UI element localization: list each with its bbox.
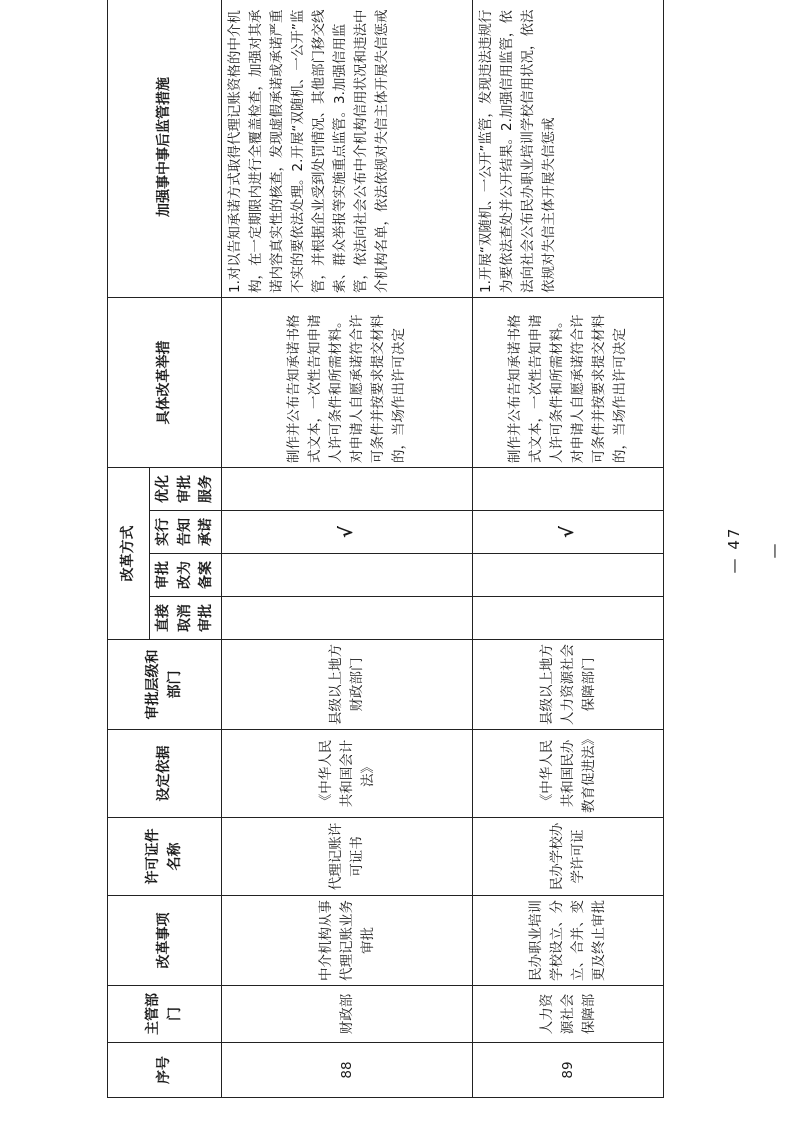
row-mode-filing xyxy=(473,554,664,597)
checkmark-icon: √ xyxy=(473,511,664,554)
row-mode-filing xyxy=(222,554,473,597)
row-mode-optimize xyxy=(222,468,473,511)
table-row xyxy=(473,0,664,1098)
row-item: 中介机构从事代理记账业务审批 xyxy=(222,896,473,986)
row-basis: 《中华人民共和国会计法》 xyxy=(222,730,473,818)
row-serial: 89 xyxy=(473,1043,664,1098)
row-mode-optimize xyxy=(473,468,664,511)
row-item: 民办职业培训学校设立、分立、合并、变更及终止审批 xyxy=(473,896,664,986)
reform-table xyxy=(107,0,664,1098)
header-serial: 序号 xyxy=(108,1043,222,1098)
row-basis: 《中华人民共和国民办教育促进法》 xyxy=(473,730,664,818)
row-license: 民办学校办学许可证 xyxy=(473,818,664,896)
header-mode-cancel: 直接取消审批 xyxy=(150,597,222,640)
header-approval-level: 审批层级和部门 xyxy=(108,640,222,730)
header-mode-optimize: 优化审批服务 xyxy=(150,468,222,511)
header-mode-filing: 审批改为备案 xyxy=(150,554,222,597)
row-department: 财政部 xyxy=(222,986,473,1043)
row-mode-cancel xyxy=(473,597,664,640)
row-measures: 制作并公布告知承诺书格式文本，一次性告知申请人许可条件和所需材料。对申请人自愿承诺符合许可条件并按要求提交材料的，当场作出许可决定 xyxy=(473,298,664,468)
row-license: 代理记账许可证书 xyxy=(222,818,473,896)
header-department: 主管部门 xyxy=(108,986,222,1043)
row-mode-cancel xyxy=(222,597,473,640)
row-department: 人力资源社会保障部 xyxy=(473,986,664,1043)
header-basis: 设定依据 xyxy=(108,730,222,818)
row-approval-level: 县级以上地方人力资源社会保障部门 xyxy=(473,640,664,730)
row-approval-level: 县级以上地方财政部门 xyxy=(222,640,473,730)
table-row xyxy=(222,0,473,1098)
row-supervision: 1.开展“双随机、一公开”监管，发现违法违规行为要依法查处并公开结果。2.加强信用监管，依法向社会公布民办职业培训学校信用状况，依法依规对失信主体开展失信惩戒 xyxy=(473,0,664,298)
header-reform-mode: 改革方式 xyxy=(108,468,150,640)
header-measures: 具体改革举措 xyxy=(108,298,222,468)
page-number: — 47 — xyxy=(725,526,783,574)
row-measures: 制作并公布告知承诺书格式文本，一次性告知申请人许可条件和所需材料。对申请人自愿承诺符合许可条件并按要求提交材料的，当场作出许可决定 xyxy=(222,298,473,468)
header-supervision: 加强事中事后监管措施 xyxy=(108,0,222,298)
header-mode-notify: 实行告知承诺 xyxy=(150,511,222,554)
row-supervision: 1.对以告知承诺方式取得代理记账资格的中介机构，在一定期限内进行全覆盖检查，加强对其承诺内容真实性的核查，发现虚假承诺或承诺严重不实的要依法处理。2.开展“双随机、一公开”监管，并根据企业受到处罚情况、其他部门移交线索、群众举报等实施重点监管。3.加强信用监管，依法向社会公布中介机构信用状况和违法中介机构名单，依法依规对失信主体开展失信惩戒 xyxy=(222,0,473,298)
header-license: 许可证件名称 xyxy=(108,818,222,896)
header-item: 改革事项 xyxy=(108,896,222,986)
checkmark-icon: √ xyxy=(222,511,473,554)
row-serial: 88 xyxy=(222,1043,473,1098)
header-row-1 xyxy=(108,0,150,1098)
rotated-document-page xyxy=(107,9,664,1098)
